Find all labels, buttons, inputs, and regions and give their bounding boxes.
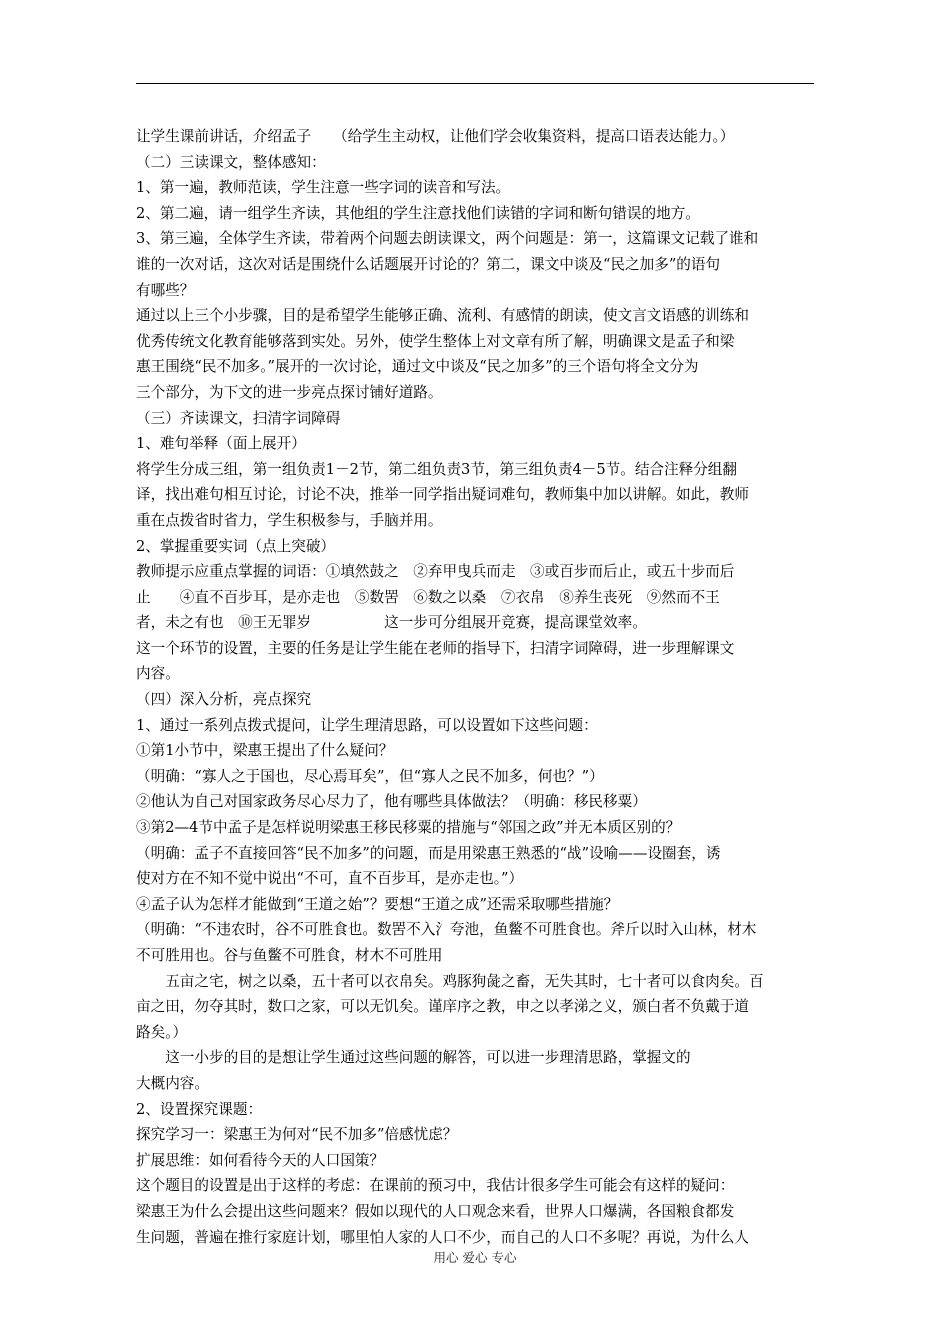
text-line: 译，找出难句相互讨论，讨论不决，推举一同学指出疑词难句，教师集中加以讲解。如此，教师 xyxy=(136,486,749,504)
text-line: 有哪些？ xyxy=(136,281,195,299)
text-line: 梁惠王为什么会提出这些问题来？假如以现代的人口观念来看，世界人口爆满，各国粮食都发 xyxy=(136,1202,735,1220)
text-line: 路矣。） xyxy=(136,1023,188,1041)
text-line: 惠王围绕“民不加多。”展开的一次讨论，通过文中谈及“民之加多”的三个语句将全文分为 xyxy=(136,358,699,376)
text-line: 1、通过一系列点拨式提问，让学生理清思路，可以设置如下这些问题： xyxy=(136,716,598,734)
page-footer: 用心 爱心 专心 xyxy=(433,1250,517,1265)
text-line: ④孟子认为怎样才能做到“王道之始”？要想“王道之成”还需采取哪些措施？ xyxy=(136,895,619,913)
text-line: 者，未之有也 ⑩王无罪岁 这一步可分组展开竞赛，提高课堂效率。 xyxy=(136,614,647,632)
document-body xyxy=(136,124,816,1250)
text-line: 使对方在不知不觉中说出“不可，直不百步耳，是亦走也。”） xyxy=(136,870,524,888)
text-line: （明确：孟子不直接回答“民不加多”的问题，而是用梁惠王熟悉的“战”设喻——设圈套，诱 xyxy=(136,844,721,862)
text-line: 这一个环节的设置，主要的任务是让学生能在老师的指导下，扫清字词障碍，进一步理解课文 xyxy=(136,639,735,657)
text-line: 这个题目的设置是出于这样的考虑：在课前的预习中，我估计很多学生可能会有这样的疑问： xyxy=(136,1177,735,1195)
text-line: 五亩之宅，树之以桑，五十者可以衣帛矣。鸡豚狗彘之畜，无失其时，七十者可以食肉矣。百 xyxy=(136,972,764,990)
text-line: 通过以上三个小步骤，目的是希望学生能够正确、流利、有感情的朗读，使文言文语感的训练和 xyxy=(136,307,749,325)
text-line: 教师提示应重点掌握的词语：①填然鼓之 ②弃甲曳兵而走 ③或百步而后止，或五十步而后 xyxy=(136,563,735,581)
text-line: 1、难句举释（面上展开） xyxy=(136,435,306,453)
text-line: 将学生分成三组，第一组负责1－2节，第二组负责3节，第三组负责4－5节。结合注释分组翻 xyxy=(136,460,737,478)
text-line: 重在点拨省时省力，学生积极参与，手脑并用。 xyxy=(136,511,443,529)
text-line: ③第2—4节中孟子是怎样说明梁惠王移民移粟的措施与“邻国之政”并无本质区别的？ xyxy=(136,819,681,837)
text-line: 这一小步的目的是想让学生通过这些问题的解答，可以进一步理清思路，掌握文的 xyxy=(136,1049,691,1067)
text-line: 3、第三遍，全体学生齐读，带着两个问题去朗读课文，两个问题是：第一，这篇课文记载了谁和 xyxy=(136,230,759,248)
text-line: 三个部分，为下文的进一步亮点探讨铺好道路。 xyxy=(136,383,443,401)
text-line: 2、设置探究课题： xyxy=(136,1100,263,1118)
text-line: 扩展思维：如何看待今天的人口国策？ xyxy=(136,1151,385,1169)
text-line: （明确：“不违农时，谷不可胜食也。数罟不入氵夸池，鱼鳖不可胜食也。斧斤以时入山林，材木 xyxy=(136,921,757,939)
text-line: ①第1小节中，梁惠王提出了什么疑问？ xyxy=(136,742,394,760)
text-line: 止 ④直不百步耳，是亦走也 ⑤数罟 ⑥数之以桑 ⑦衣帛 ⑧养生丧死 ⑨然而不王 xyxy=(136,588,720,606)
header-rule xyxy=(136,83,814,84)
text-line: 让学生课前讲话，介绍孟子 （给学生主动权，让他们学会收集资料，提高口语表达能力。） xyxy=(136,128,735,145)
text-line: 大概内容。 xyxy=(136,1074,209,1092)
text-line: 谁的一次对话，这次对话是围绕什么话题展开讨论的？第二，课文中谈及“民之加多”的语句 xyxy=(136,255,721,273)
text-line: 内容。 xyxy=(136,665,180,683)
text-line: 2、第二遍，请一组学生齐读，其他组的学生注意找他们读错的字词和断句错误的地方。 xyxy=(136,204,700,222)
text-line: （三）齐读课文，扫清字词障碍 xyxy=(136,409,341,427)
text-line: 亩之田，勿夺其时，数口之家，可以无饥矣。谨庠序之教，申之以孝涕之义，颁白者不负戴于道 xyxy=(136,998,749,1016)
text-line: 2、掌握重要实词（点上突破） xyxy=(136,537,336,555)
text-line: （明确：“寡人之于国也，尽心焉耳矣”，但“寡人之民不加多，何也？”） xyxy=(136,767,604,785)
text-line: （四）深入分析，亮点探究 xyxy=(136,691,312,709)
text-line: 不可胜用也。谷与鱼鳖不可胜食，材木不可胜用 xyxy=(136,947,443,964)
text-line: ②他认为自己对国家政务尽心尽力了，他有哪些具体做法？（明确：移民移粟） xyxy=(136,793,647,811)
text-line: 优秀传统文化教育能够落到实处。另外，使学生整体上对文章有所了解，明确课文是孟子和梁 xyxy=(136,332,735,350)
text-line: 探究学习一：梁惠王为何对“民不加多”倍感忧虑？ xyxy=(136,1126,458,1144)
text-line: 生问题，普遍在推行家庭计划，哪里怕人家的人口不少，而自己的人口不多呢？再说，为什么人 xyxy=(136,1228,749,1246)
text-line: 1、第一遍，教师范读，学生注意一些字词的读音和写法。 xyxy=(136,179,511,197)
text-line: （二）三读课文，整体感知： xyxy=(136,153,326,171)
